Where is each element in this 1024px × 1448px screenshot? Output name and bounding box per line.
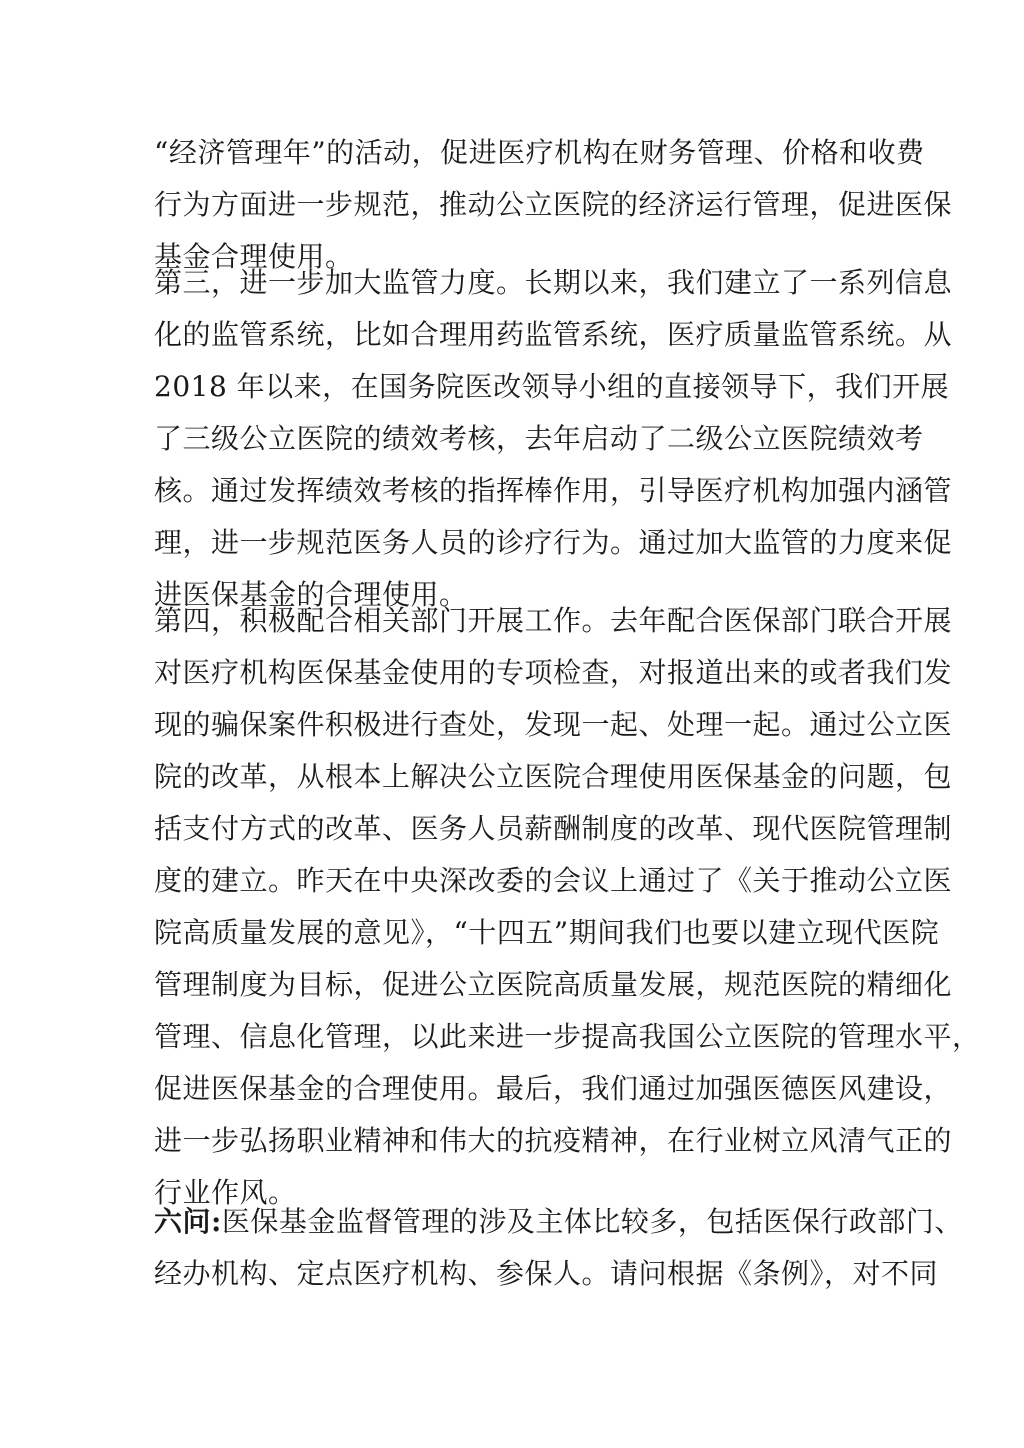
text-line: 院的改革，从根本上解决公立医院合理使用医保基金的问题，包 <box>154 760 953 793</box>
text-line: 现的骗保案件积极进行查处，发现一起、处理一起。通过公立医 <box>154 708 953 741</box>
text-line: 院高质量发展的意见》，“十四五”期间我们也要以建立现代医院 <box>154 916 940 949</box>
text-line: “经济管理年”的活动，促进医疗机构在财务管理、价格和收费 <box>154 136 925 169</box>
text-line: 理，进一步规范医务人员的诊疗行为。通过加大监管的力度来促 <box>154 526 953 559</box>
text-line: 促进医保基金的合理使用。最后，我们通过加强医德医风建设， <box>154 1072 953 1105</box>
text-line: 括支付方式的改革、医务人员薪酬制度的改革、现代医院管理制 <box>154 812 953 845</box>
text-line: 第四，积极配合相关部门开展工作。去年配合医保部门联合开展 <box>154 604 953 637</box>
text-line: 管理制度为目标，促进公立医院高质量发展，规范医院的精细化 <box>154 968 953 1001</box>
text-line: 第三，进一步加大监管力度。长期以来，我们建立了一系列信息 <box>154 266 953 299</box>
text-line: 进医保基金的合理使用。 <box>154 578 468 611</box>
paragraph-fourth-cooperation <box>154 595 981 1219</box>
question-line: 经办机构、定点医疗机构、参保人。请问根据《条例》，对不同 <box>154 1257 939 1290</box>
text-line: 2018 年以来，在国务院医改领导小组的直接领导下，我们开展 <box>154 370 950 403</box>
question-text: 医保基金监督管理的涉及主体比较多，包括医保行政部门、 <box>221 1205 963 1238</box>
text-line: 行业作风。 <box>154 1176 297 1209</box>
text-line: 基金合理使用。 <box>154 240 354 273</box>
text-line: 了三级公立医院的绩效考核，去年启动了二级公立医院绩效考 <box>154 422 924 455</box>
text-line: 化的监管系统，比如合理用药监管系统，医疗质量监管系统。从 <box>154 318 953 351</box>
text-line: 核。通过发挥绩效考核的指挥棒作用，引导医疗机构加强内涵管 <box>154 474 953 507</box>
question-label: 六问: <box>154 1205 222 1238</box>
text-line: 对医疗机构医保基金使用的专项检查，对报道出来的或者我们发 <box>154 656 953 689</box>
text-line: 管理、信息化管理，以此来进一步提高我国公立医院的管理水平， <box>154 1020 981 1053</box>
text-line: 进一步弘扬职业精神和伟大的抗疫精神，在行业树立风清气正的 <box>154 1124 953 1157</box>
question-line <box>154 1196 963 1248</box>
question-six <box>154 1196 963 1300</box>
text-line: 行为方面进一步规范，推动公立医院的经济运行管理，促进医保 <box>154 188 953 221</box>
text-line: 度的建立。昨天在中央深改委的会议上通过了《关于推动公立医 <box>154 864 953 897</box>
